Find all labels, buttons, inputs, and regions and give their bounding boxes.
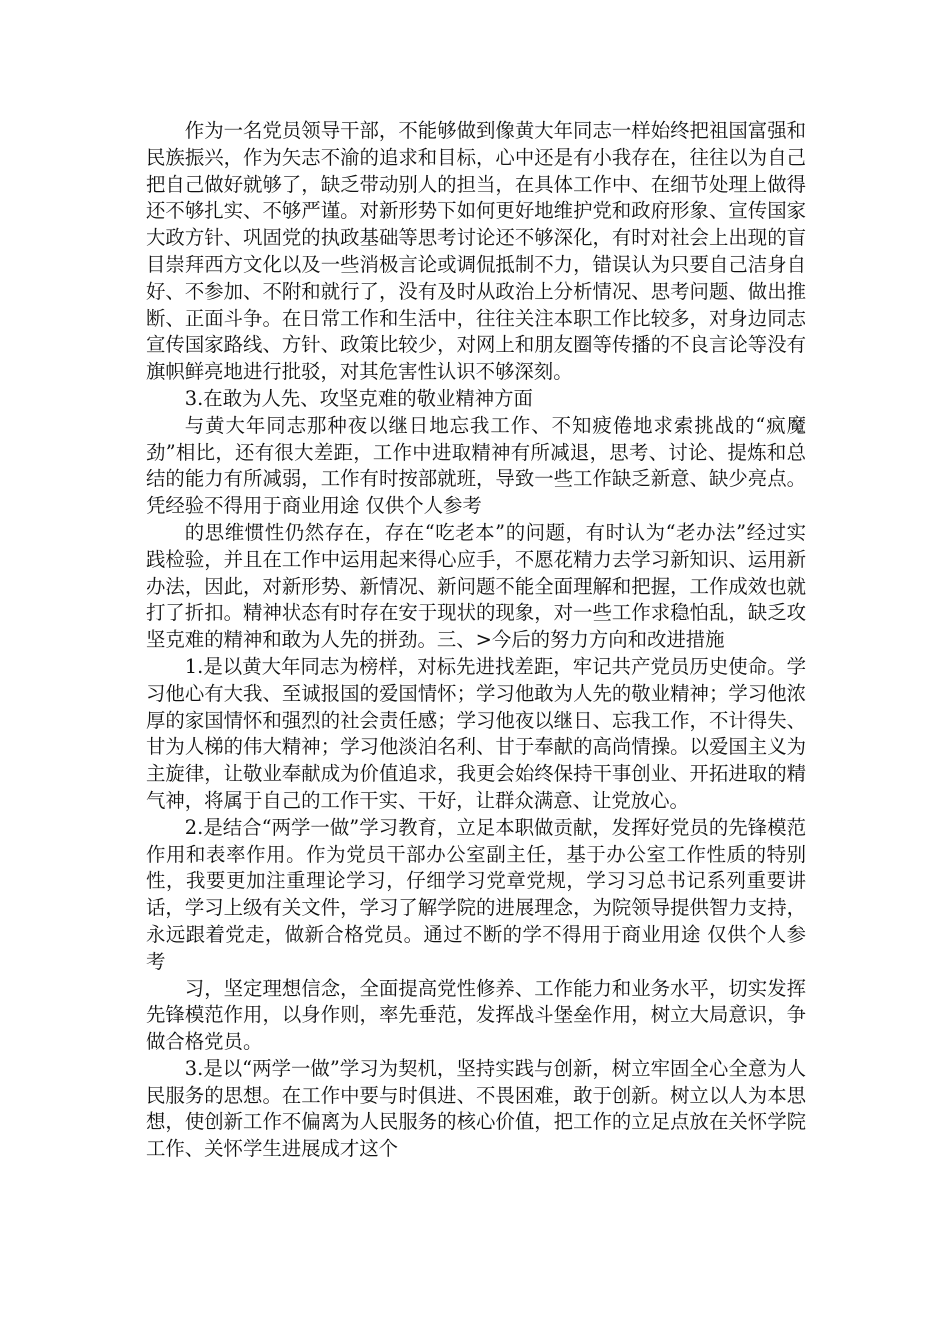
paragraph-comparison: 与黄大年同志那种夜以继日地忘我工作、不知疲倦地求索挑战的“疯魔劲”相比，还有很大差距，工作中进取精神有所减退，思考、讨论、提炼和总结的能力有所减弱，工作有时按部就班，导致一些工作缺乏新意、缺少亮点。凭经验不得用于商业用途 仅供个人参考: [146, 413, 806, 518]
document-page: [146, 118, 806, 1163]
paragraph-thinking-inertia: 的思维惯性仍然存在，存在“吃老本”的问题，有时认为“老办法”经过实践检验，并且在工作中运用起来得心应手，不愿花精力去学习新知识、运用新办法，因此，对新形势、新情况、新问题不能全面理解和把握，工作成效也就打了折扣。精神状态有时存在安于现状的现象，对一些工作求稳怕乱，缺乏攻坚克难的精神和敢为人先的拼劲。三、>今后的努力方向和改进措施: [146, 520, 806, 652]
paragraph-measure-1: 1.是以黄大年同志为榜样，对标先进找差距，牢记共产党员历史使命。学习他心有大我、至诚报国的爱国情怀；学习他敢为人先的敬业精神；学习他浓厚的家国情怀和强烈的社会责任感；学习他夜以继日、忘我工作，不计得失、甘为人梯的伟大精神；学习他淡泊名利、甘于奉献的高尚情操。以爱国主义为主旋律，让敬业奉献成为价值追求，我更会始终保持干事创业、开拓进取的精气神，将属于自己的工作干实、干好，让群众满意、让党放心。: [146, 654, 806, 812]
section-heading-dedication: 3.在敢为人先、攻坚克难的敬业精神方面: [184, 386, 533, 410]
paragraph-measure-3: 3.是以“两学一做”学习为契机，坚持实践与创新，树立牢固全心全意为人民服务的思想。在工作中要与时俱进、不畏困难，敢于创新。树立以人为本思想，使创新工作不偏离为人民服务的核心价值，把工作的立足点放在关怀学院工作、关怀学生进展成才这个: [146, 1056, 806, 1161]
paragraph-measure-2-continued: 习，坚定理想信念，全面提高党性修养、工作能力和业务水平，切实发挥先锋模范作用，以身作则，率先垂范，发挥战斗堡垒作用，树立大局意识，争做合格党员。: [146, 976, 806, 1054]
paragraph-self-critique: 作为一名党员领导干部，不能够做到像黄大年同志一样始终把祖国富强和民族振兴，作为矢志不渝的追求和目标，心中还是有小我存在，往往以为自己把自己做好就够了，缺乏带动别人的担当，在具体工作中、在细节处理上做得还不够扎实、不够严谨。对新形势下如何更好地维护党和政府形象、宣传国家大政方针、巩固党的执政基础等思考讨论还不够深化，有时对社会上出现的盲目崇拜西方文化以及一些消极言论或调侃抵制不力，错误认为只要自己洁身自好、不参加、不附和就行了，没有及时从政治上分析情况、思考问题、做出推断、正面斗争。在日常工作和生活中，往往关注本职工作比较多，对身边同志宣传国家路线、方针、政策比较少，对网上和朋友圈等传播的不良言论等没有旗帜鲜亮地进行批驳，对其危害性认识不够深刻。: [146, 119, 806, 384]
paragraph-measure-2: 2.是结合“两学一做”学习教育，立足本职做贡献，发挥好党员的先锋模范作用和表率作用。作为党员干部办公室副主任，基于办公室工作性质的特别性，我要更加注重理论学习，仔细学习党章党规，学习习总书记系列重要讲话，学习上级有关文件，学习了解学院的进展理念，为院领导提供智力支持，永远跟着党走，做新合格党员。通过不断的学不得用于商业用途 仅供个人参考: [146, 815, 806, 973]
